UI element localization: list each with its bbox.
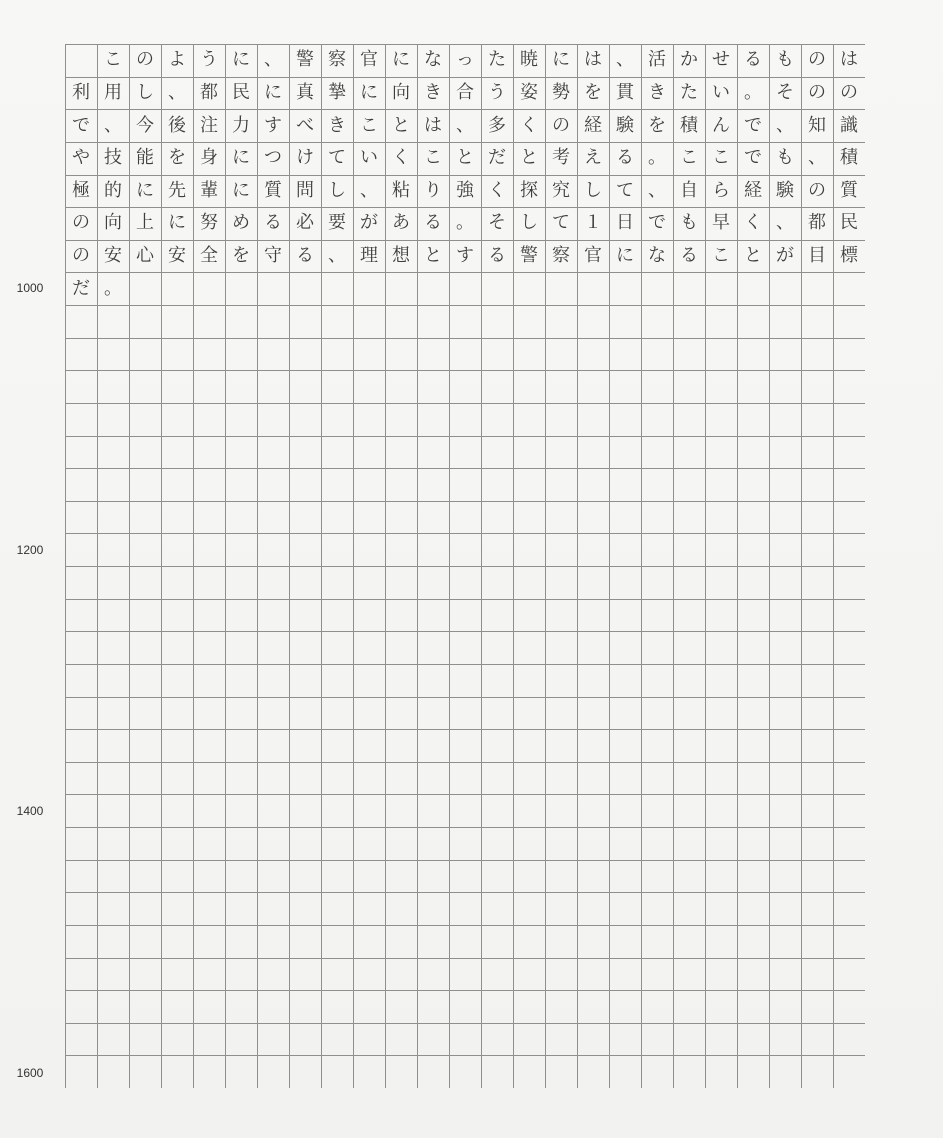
manuscript-cell: こ <box>104 49 122 71</box>
manuscript-cell: ら <box>712 179 730 201</box>
manuscript-cell: 警 <box>520 245 538 267</box>
manuscript-cell: き <box>424 81 442 103</box>
manuscript-cell: 質 <box>840 179 858 201</box>
manuscript-cell: 探 <box>520 179 538 201</box>
manuscript-cell: 考 <box>552 147 570 169</box>
manuscript-cell: 貫 <box>616 81 634 103</box>
manuscript-cell: と <box>456 147 474 169</box>
manuscript-cell: る <box>488 245 506 267</box>
manuscript-cell: か <box>680 49 698 71</box>
manuscript-cell: 。 <box>744 81 762 103</box>
manuscript-cell: 合 <box>456 81 474 103</box>
manuscript-cell: 強 <box>456 179 474 201</box>
manuscript-cell: な <box>424 49 442 71</box>
manuscript-cell: 力 <box>232 114 250 136</box>
manuscript-cell <box>65 44 97 77</box>
manuscript-cell: う <box>200 49 218 71</box>
manuscript-cell: に <box>168 212 186 234</box>
manuscript-cell: る <box>680 245 698 267</box>
manuscript-cell: 極 <box>72 179 90 201</box>
manuscript-cell: だ <box>72 277 90 299</box>
line-marker-1200: 1200 <box>16 543 44 557</box>
manuscript-cell: に <box>232 179 250 201</box>
manuscript-cell: る <box>264 212 282 234</box>
manuscript-cell: 姿 <box>520 81 538 103</box>
manuscript-cell: し <box>584 179 602 201</box>
manuscript-cell: は <box>424 114 442 136</box>
manuscript-cell: も <box>776 147 794 169</box>
manuscript-cell: 上 <box>136 212 154 234</box>
manuscript-cell: を <box>232 245 250 267</box>
manuscript-cell: 的 <box>104 179 122 201</box>
manuscript-cell: 察 <box>552 245 570 267</box>
manuscript-cell: 。 <box>648 147 666 169</box>
manuscript-cell: 積 <box>680 114 698 136</box>
manuscript-cell: き <box>648 81 666 103</box>
manuscript-cell: 、 <box>776 114 794 136</box>
manuscript-cell: よ <box>168 49 186 71</box>
manuscript-cell: 摯 <box>328 81 346 103</box>
manuscript-cell: い <box>712 81 730 103</box>
manuscript-cell: 察 <box>328 49 346 71</box>
manuscript-cell: 自 <box>680 179 698 201</box>
manuscript-cell: 官 <box>584 245 602 267</box>
line-marker-1000: 1000 <box>16 281 44 295</box>
manuscript-cell: け <box>296 147 314 169</box>
manuscript-cell: た <box>680 81 698 103</box>
manuscript-cell: で <box>648 212 666 234</box>
manuscript-cell: 民 <box>840 212 858 234</box>
manuscript-cell: く <box>520 114 538 136</box>
manuscript-cell: 全 <box>200 245 218 267</box>
manuscript-cell: 、 <box>168 81 186 103</box>
manuscript-cell: は <box>840 49 858 71</box>
manuscript-cell: に <box>360 81 378 103</box>
manuscript-cell: 身 <box>200 147 218 169</box>
manuscript-cell: の <box>136 49 154 71</box>
manuscript-cell: 注 <box>200 114 218 136</box>
manuscript-cell: っ <box>456 49 474 71</box>
manuscript-cell: に <box>552 49 570 71</box>
manuscript-cell: く <box>392 147 410 169</box>
manuscript-cell: と <box>744 245 762 267</box>
manuscript-cell: 都 <box>808 212 826 234</box>
manuscript-cell: こ <box>360 114 378 136</box>
manuscript-cell: き <box>328 114 346 136</box>
manuscript-cell: し <box>328 179 346 201</box>
manuscript-cell: と <box>392 114 410 136</box>
manuscript-cell: 想 <box>392 245 410 267</box>
manuscript-cell: 民 <box>232 81 250 103</box>
manuscript-cell: す <box>264 114 282 136</box>
manuscript-cell: を <box>584 81 602 103</box>
manuscript-cell: こ <box>680 147 698 169</box>
line-marker-1600: 1600 <box>16 1066 44 1080</box>
manuscript-cell: 輩 <box>200 179 218 201</box>
manuscript-cell: 能 <box>136 147 154 169</box>
manuscript-cell: て <box>616 179 634 201</box>
manuscript-cell: 験 <box>776 179 794 201</box>
manuscript-cell: こ <box>712 245 730 267</box>
manuscript-cell: 粘 <box>392 179 410 201</box>
manuscript-cell: の <box>552 114 570 136</box>
line-marker-1400: 1400 <box>16 804 44 818</box>
manuscript-cell: 用 <box>104 81 122 103</box>
manuscript-cell: 験 <box>616 114 634 136</box>
manuscript-cell: に <box>392 49 410 71</box>
manuscript-cell: べ <box>296 114 314 136</box>
manuscript-cell: 安 <box>104 245 122 267</box>
manuscript-cell: こ <box>712 147 730 169</box>
manuscript-cell: い <box>360 147 378 169</box>
manuscript-cell: て <box>328 147 346 169</box>
manuscript-cell: こ <box>424 147 442 169</box>
manuscript-cell: 早 <box>712 212 730 234</box>
manuscript-cell: 経 <box>584 114 602 136</box>
manuscript-cell: 目 <box>808 245 826 267</box>
manuscript-cell: の <box>808 179 826 201</box>
manuscript-cell: を <box>648 114 666 136</box>
manuscript-cell: １ <box>584 212 602 234</box>
manuscript-cell: 経 <box>744 179 762 201</box>
manuscript-cell: に <box>232 147 250 169</box>
manuscript-cell: 。 <box>456 212 474 234</box>
manuscript-cell: 守 <box>264 245 282 267</box>
manuscript-cell: そ <box>488 212 506 234</box>
manuscript-cell: も <box>680 212 698 234</box>
manuscript-cell: る <box>616 147 634 169</box>
manuscript-cell: め <box>232 212 250 234</box>
manuscript-cell: の <box>72 245 90 267</box>
manuscript-cell: あ <box>392 212 410 234</box>
manuscript-cell: ん <box>712 114 730 136</box>
manuscript-cell: 識 <box>840 114 858 136</box>
manuscript-cell: 、 <box>104 114 122 136</box>
manuscript-cell: 知 <box>808 114 826 136</box>
manuscript-cell: 心 <box>136 245 154 267</box>
manuscript-cell: が <box>776 245 794 267</box>
manuscript-cell: な <box>648 245 666 267</box>
manuscript-cell: に <box>232 49 250 71</box>
manuscript-cell: る <box>744 49 762 71</box>
manuscript-cell: て <box>552 212 570 234</box>
manuscript-cell: た <box>488 49 506 71</box>
manuscript-cell: 向 <box>104 212 122 234</box>
manuscript-cell: る <box>296 245 314 267</box>
manuscript-cell: つ <box>264 147 282 169</box>
manuscript-cell: 警 <box>296 49 314 71</box>
manuscript-cell: 向 <box>392 81 410 103</box>
manuscript-cell: 都 <box>200 81 218 103</box>
manuscript-cell: し <box>136 81 154 103</box>
manuscript-cell: に <box>264 81 282 103</box>
manuscript-cell: 標 <box>840 245 858 267</box>
manuscript-cell: 積 <box>840 147 858 169</box>
manuscript-cell: 利 <box>72 81 90 103</box>
manuscript-cell: せ <box>712 49 730 71</box>
manuscript-cell: 必 <box>296 212 314 234</box>
manuscript-cell: の <box>808 81 826 103</box>
manuscript-cell: 努 <box>200 212 218 234</box>
manuscript-cell: や <box>72 147 90 169</box>
manuscript-cell: 、 <box>808 147 826 169</box>
manuscript-cell: 質 <box>264 179 282 201</box>
manuscript-cell: 先 <box>168 179 186 201</box>
manuscript-cell: 日 <box>616 212 634 234</box>
manuscript-cell: 理 <box>360 245 378 267</box>
manuscript-cell: 活 <box>648 49 666 71</box>
manuscript-cell: 暁 <box>520 49 538 71</box>
manuscript-cell: く <box>488 179 506 201</box>
manuscript-cell: を <box>168 147 186 169</box>
manuscript-cell: 、 <box>360 179 378 201</box>
manuscript-cell: 、 <box>616 49 634 71</box>
manuscript-cell: る <box>424 212 442 234</box>
manuscript-cell: し <box>520 212 538 234</box>
manuscript-cell: で <box>744 114 762 136</box>
manuscript-cell: だ <box>488 147 506 169</box>
manuscript-cell: す <box>456 245 474 267</box>
manuscript-cell: で <box>744 147 762 169</box>
manuscript-cell: 多 <box>488 114 506 136</box>
manuscript-cell: の <box>72 212 90 234</box>
manuscript-cell: え <box>584 147 602 169</box>
manuscript-grid <box>65 44 865 1088</box>
manuscript-cell: う <box>488 81 506 103</box>
manuscript-cell: が <box>360 212 378 234</box>
manuscript-cell: も <box>776 49 794 71</box>
manuscript-cell: と <box>520 147 538 169</box>
manuscript-cell: は <box>584 49 602 71</box>
manuscript-cell: 、 <box>328 245 346 267</box>
manuscript-cell: そ <box>776 81 794 103</box>
manuscript-cell: 後 <box>168 114 186 136</box>
manuscript-cell: 官 <box>360 49 378 71</box>
manuscript-cell: の <box>808 49 826 71</box>
manuscript-cell: 、 <box>776 212 794 234</box>
manuscript-cell: 、 <box>648 179 666 201</box>
manuscript-cell: 真 <box>296 81 314 103</box>
manuscript-cell: り <box>424 179 442 201</box>
manuscript-cell: 勢 <box>552 81 570 103</box>
manuscript-cell: 今 <box>136 114 154 136</box>
manuscript-cell: で <box>72 114 90 136</box>
manuscript-cell: の <box>840 81 858 103</box>
manuscript-cell: 。 <box>104 277 122 299</box>
manuscript-cell: に <box>136 179 154 201</box>
manuscript-cell: に <box>616 245 634 267</box>
manuscript-cell: と <box>424 245 442 267</box>
manuscript-cell: 、 <box>264 49 282 71</box>
manuscript-cell: 究 <box>552 179 570 201</box>
manuscript-cell: く <box>744 212 762 234</box>
manuscript-cell: 要 <box>328 212 346 234</box>
manuscript-cell: 問 <box>296 179 314 201</box>
manuscript-cell: 、 <box>456 114 474 136</box>
manuscript-cell: 安 <box>168 245 186 267</box>
manuscript-cell: 技 <box>104 147 122 169</box>
